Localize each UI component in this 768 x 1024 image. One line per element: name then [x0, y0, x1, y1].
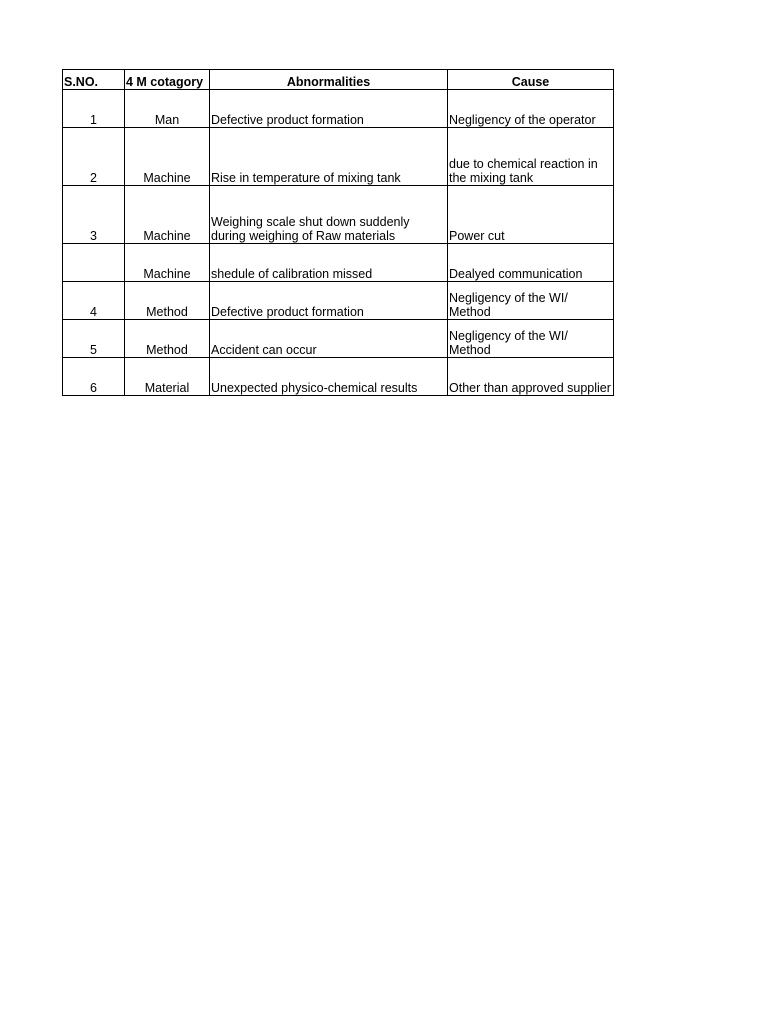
cell-abnormality: Rise in temperature of mixing tank	[210, 128, 448, 186]
cell-abnormality: Unexpected physico-chemical results	[210, 358, 448, 396]
cell-category: Machine	[125, 244, 210, 282]
cell-sno: 5	[63, 320, 125, 358]
cell-abnormality: Weighing scale shut down suddenly during weighing of Raw materials	[210, 186, 448, 244]
cell-sno: 1	[63, 90, 125, 128]
cell-sno: 2	[63, 128, 125, 186]
cell-category: Method	[125, 282, 210, 320]
cell-category: Method	[125, 320, 210, 358]
cell-sno: 4	[63, 282, 125, 320]
cell-cause: Negligency of the operator	[448, 90, 614, 128]
cell-abnormality: shedule of calibration missed	[210, 244, 448, 282]
cell-sno: 6	[63, 358, 125, 396]
table-header-row	[63, 70, 614, 90]
table-row	[63, 244, 614, 282]
table-row	[63, 358, 614, 396]
table-row	[63, 320, 614, 358]
cell-cause: Power cut	[448, 186, 614, 244]
table-row	[63, 90, 614, 128]
cell-abnormality: Defective product formation	[210, 282, 448, 320]
header-sno: S.NO.	[63, 70, 125, 90]
cell-category: Material	[125, 358, 210, 396]
cell-cause: due to chemical reaction in the mixing tank	[448, 128, 614, 186]
cell-sno: 3	[63, 186, 125, 244]
abnormalities-table	[62, 69, 614, 396]
cell-cause: Negligency of the WI/ Method	[448, 320, 614, 358]
cell-cause: Other than approved supplier	[448, 358, 614, 396]
cell-abnormality: Defective product formation	[210, 90, 448, 128]
cell-sno	[63, 244, 125, 282]
cell-cause: Dealyed communication	[448, 244, 614, 282]
cell-category: Machine	[125, 186, 210, 244]
table-row	[63, 282, 614, 320]
header-category: 4 M cotagory	[125, 70, 210, 90]
cell-abnormality: Accident can occur	[210, 320, 448, 358]
header-cause: Cause	[448, 70, 614, 90]
cell-category: Machine	[125, 128, 210, 186]
table-row	[63, 128, 614, 186]
cell-cause: Negligency of the WI/ Method	[448, 282, 614, 320]
header-abnormalities: Abnormalities	[210, 70, 448, 90]
cell-category: Man	[125, 90, 210, 128]
table-row	[63, 186, 614, 244]
